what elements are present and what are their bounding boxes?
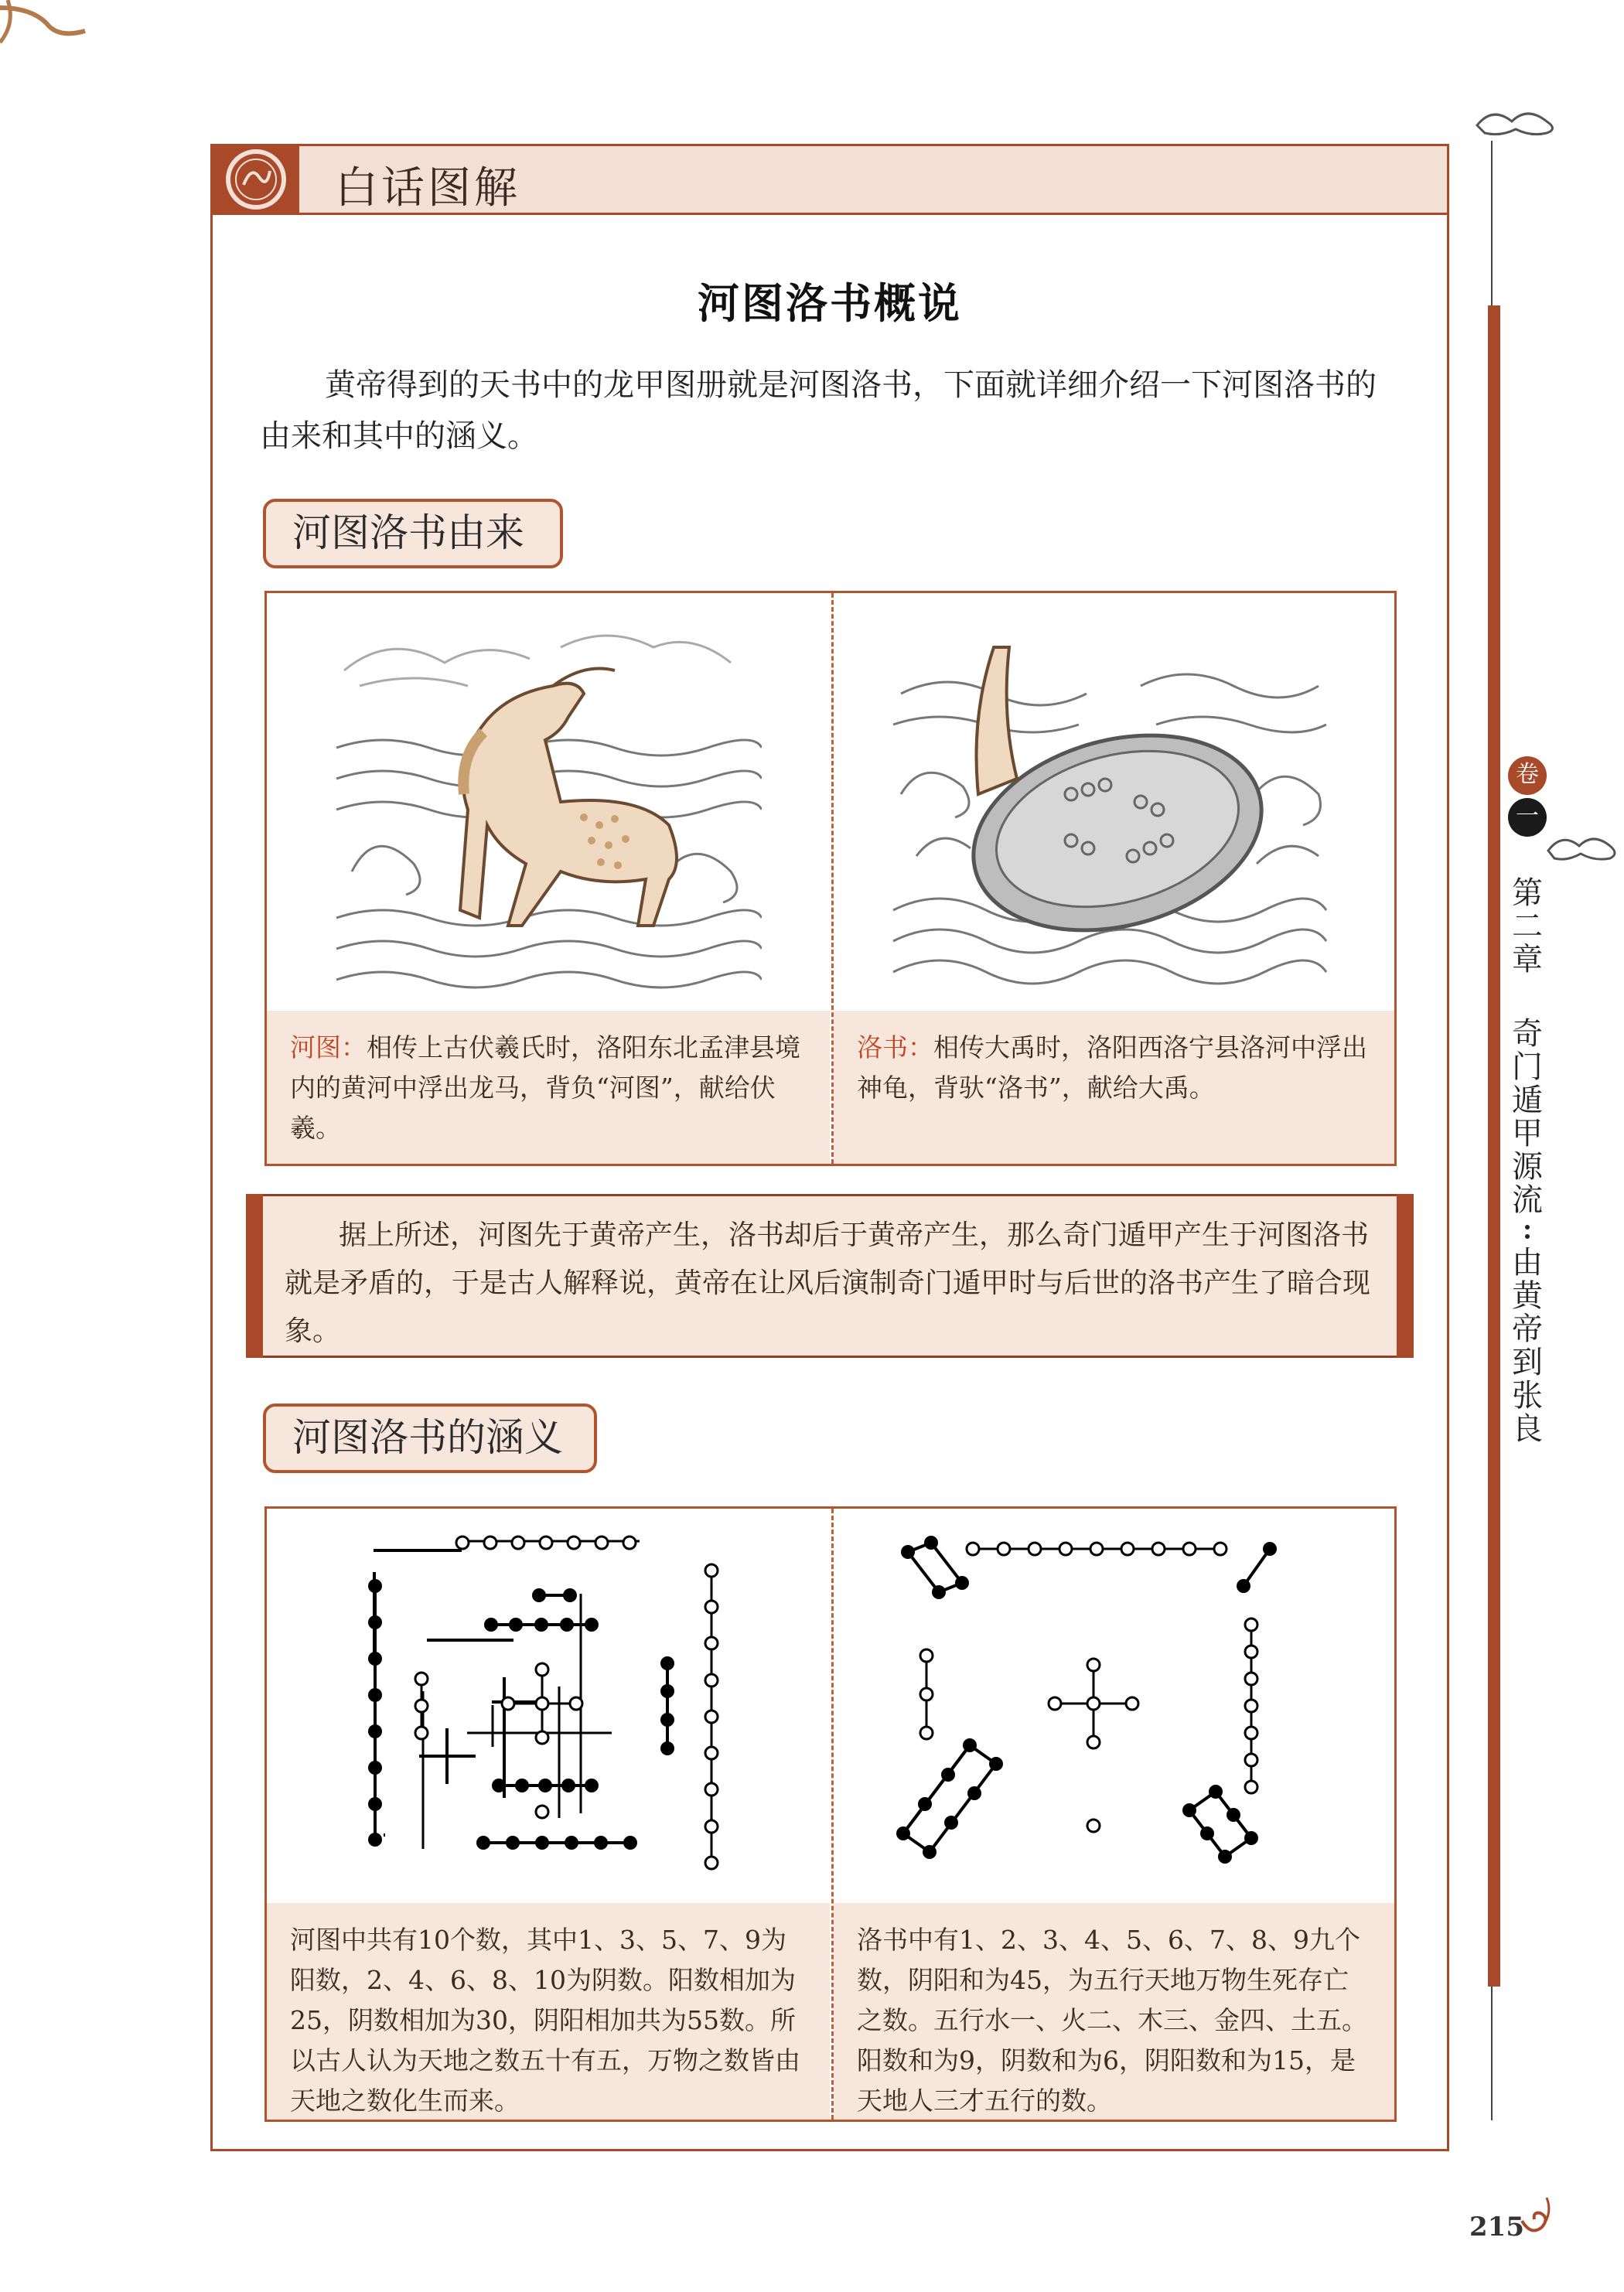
swirl-ornament-icon xyxy=(1516,2190,1554,2244)
cloud-ornament-icon xyxy=(1469,102,1562,141)
chapter-number: 第二章 xyxy=(1512,875,1543,977)
page-title: 河图洛书概说 xyxy=(698,279,962,328)
summary-box xyxy=(246,1194,1414,1358)
volume-badge: 卷 xyxy=(1508,756,1547,795)
cloud-ornament-icon xyxy=(1544,827,1621,866)
meaning-panel xyxy=(264,1506,1397,2122)
chapter-colon xyxy=(1525,1225,1530,1230)
chapter-subtitle: 由黄帝到张良 xyxy=(1512,1245,1543,1447)
intro-paragraph: 黄帝得到的天书中的龙甲图册就是河图洛书，下面就详细介绍一下河图洛书的由来和其中的涵义。 xyxy=(260,367,1377,454)
origin-panel xyxy=(264,591,1397,1166)
summary-bar xyxy=(246,1194,263,1358)
hetu-caption xyxy=(267,1011,830,1164)
sidebar-accent-bar xyxy=(1488,305,1500,1987)
hetu-meaning-caption xyxy=(267,1903,830,2120)
corner-ornament xyxy=(0,0,93,54)
luoshu-caption xyxy=(834,1011,1394,1164)
caption-text: 河图中共有10个数，其中1、3、5、7、9为阳数，2、4、6、8、10为阴数。阳数相加为25，阴数相加为30，阴阳相加共为55数。所以古人认为天地之数五十有五，万物之数皆由天地之数化生而来。 xyxy=(290,1925,800,2116)
seal-icon xyxy=(213,146,299,213)
divine-turtle-illustration xyxy=(885,601,1334,995)
dragon-horse-illustration xyxy=(329,616,762,995)
caption-label: 洛书： xyxy=(857,1032,933,1062)
header-banner xyxy=(210,144,1449,215)
caption-label: 河图： xyxy=(290,1032,367,1062)
summary-text: 据上所述，河图先于黄帝产生，洛书却后于黄帝产生，那么奇门遁甲产生于河图洛书就是矛盾的，于是古人解释说，黄帝在让风后演制奇门遁甲时与后世的洛书产生了暗合现象。 xyxy=(285,1219,1371,1347)
caption-text: 相传上古伏羲氏时，洛阳东北孟津县境内的黄河中浮出龙马，背负“河图”，献给伏羲。 xyxy=(290,1032,800,1143)
volume-badge: 一 xyxy=(1508,798,1547,837)
page-number: 215 xyxy=(1469,2212,1524,2243)
hetu-diagram xyxy=(267,1509,830,1911)
caption-text: 相传大禹时，洛阳西洛宁县洛河中浮出神龟，背驮“洛书”，献给大禹。 xyxy=(857,1032,1367,1103)
luoshu-meaning-caption xyxy=(834,1903,1394,2120)
summary-bar xyxy=(1397,1194,1414,1358)
caption-text: 洛书中有1、2、3、4、5、6、7、8、9九个数，阴阳和为45，为五行天地万物生死存亡之数。五行水一、火二、木三、金四、土五。阳数和为9，阴数和为6，阴阳数和为15，是天地人三才五行的数。 xyxy=(857,1925,1367,2116)
section-heading-origin: 河图洛书由来 xyxy=(263,499,563,568)
luoshu-diagram xyxy=(834,1509,1397,1911)
chapter-title: 奇门遁甲源流 xyxy=(1512,1016,1543,1218)
section-heading-meaning: 河图洛书的涵义 xyxy=(263,1404,597,1473)
banner-title: 白话图解 xyxy=(335,163,520,213)
